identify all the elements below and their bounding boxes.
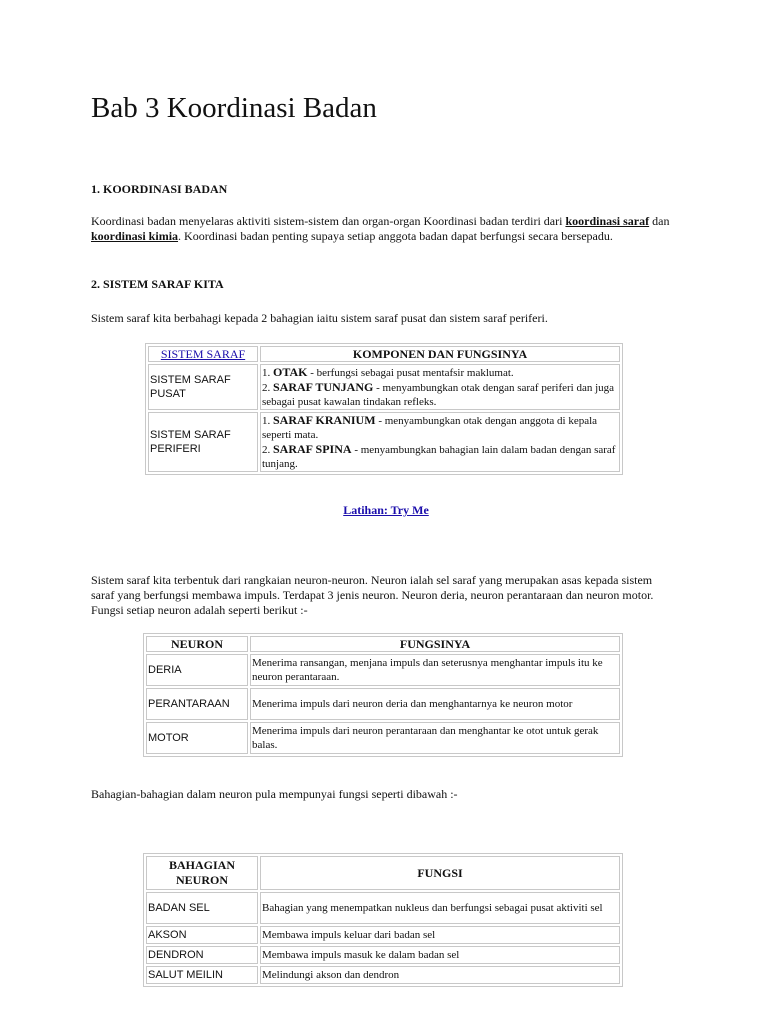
- latihan-link-wrap: [91, 503, 681, 518]
- part-desc: Melindungi akson dan dendron: [260, 966, 620, 984]
- section1-text2: dan: [649, 214, 670, 228]
- sistem-saraf-link[interactable]: SISTEM SARAF: [160, 347, 246, 361]
- row-components-pusat: [260, 364, 620, 410]
- part-name: BADAN SEL: [146, 892, 258, 924]
- neuron-desc: Menerima ransangan, menjana impuls dan seterusnya menghantar impuls itu ke neuron perantaraan.: [250, 654, 620, 686]
- item-name-saraf-spina: SARAF SPINA: [273, 442, 352, 456]
- table-header-row: [148, 346, 620, 362]
- neuron-table: [143, 633, 623, 757]
- item-name-otak: OTAK: [273, 365, 308, 379]
- header-neuron: NEURON: [146, 636, 248, 652]
- part-name: DENDRON: [146, 946, 258, 964]
- table-header-row: [146, 636, 620, 652]
- row-system-pusat: SISTEM SARAF PUSAT: [148, 364, 258, 410]
- table-row: [146, 722, 620, 754]
- section1-text1: Koordinasi badan menyelaras aktiviti sistem-sistem dan organ-organ Koordinasi badan terdiri dari: [91, 214, 566, 228]
- row-components-periferi: [260, 412, 620, 472]
- table-row: [146, 892, 620, 924]
- table-row: [146, 926, 620, 944]
- term-koordinasi-kimia: koordinasi kimia: [91, 229, 179, 243]
- neuron-intro-paragraph: Sistem saraf kita terbentuk dari rangkaian neuron-neuron. Neuron ialah sel saraf yang merupakan asas kepada sistem saraf yang berfungsi membawa impuls. Terdapat 3 jenis neuron. Neuron deria, neuron perantaraan dan neuron motor. Fungsi setiap neuron adalah seperti berikut :-: [91, 573, 654, 617]
- table-row: [146, 654, 620, 686]
- header-komponen: KOMPONEN DAN FUNGSINYA: [260, 346, 620, 362]
- bahagian-neuron-table: [143, 853, 623, 987]
- section2-intro: Sistem saraf kita berbahagi kepada 2 bahagian iaitu sistem saraf pusat dan sistem saraf periferi.: [91, 311, 548, 325]
- term-koordinasi-saraf: koordinasi saraf: [565, 214, 650, 228]
- row-system-periferi: SISTEM SARAF PERIFERI: [148, 412, 258, 472]
- latihan-try-me-link[interactable]: Latihan: Try Me: [343, 503, 429, 517]
- table-row: [146, 946, 620, 964]
- neuron-desc: Menerima impuls dari neuron perantaraan dan menghantar ke otot untuk gerak balas.: [250, 722, 620, 754]
- table-row: [146, 688, 620, 720]
- item-number: 2.: [262, 444, 273, 456]
- part-name: SALUT MEILIN: [146, 966, 258, 984]
- section1-text3: . Koordinasi badan penting supaya setiap anggota badan dapat berfungsi secara bersepadu.: [178, 229, 613, 243]
- part-desc: Membawa impuls keluar dari badan sel: [260, 926, 620, 944]
- item-desc: - menyambungkan bahagian lain dalam badan dengan saraf tunjang.: [262, 444, 616, 470]
- header-fungsinya: FUNGSINYA: [250, 636, 620, 652]
- item-desc: - berfungsi sebagai pusat mentafsir maklumat.: [307, 367, 514, 379]
- neuron-name: MOTOR: [146, 722, 248, 754]
- sistem-saraf-table: [145, 343, 623, 475]
- part-name: AKSON: [146, 926, 258, 944]
- header-sistem-saraf[interactable]: [148, 346, 258, 362]
- header-fungsi: FUNGSI: [260, 856, 620, 890]
- section1-paragraph: [91, 214, 673, 244]
- section1-heading: 1. KOORDINASI BADAN: [91, 182, 228, 196]
- table-row: [148, 364, 620, 410]
- section2-heading: 2. SISTEM SARAF KITA: [91, 277, 224, 291]
- neuron-name: PERANTARAAN: [146, 688, 248, 720]
- item-number: 2.: [262, 382, 273, 394]
- neuron-name: DERIA: [146, 654, 248, 686]
- item-desc: - menyambungkan otak dengan saraf periferi dan juga sebagai pusat kawalan tindakan refleks.: [262, 382, 615, 408]
- item-number: 1.: [262, 415, 273, 427]
- parts-intro-paragraph: Bahagian-bahagian dalam neuron pula mempunyai fungsi seperti dibawah :-: [91, 787, 458, 801]
- part-desc: Bahagian yang menempatkan nukleus dan berfungsi sebagai pusat aktiviti sel: [260, 892, 620, 924]
- neuron-desc: Menerima impuls dari neuron deria dan menghantarnya ke neuron motor: [250, 688, 620, 720]
- item-name-saraf-tunjang: SARAF TUNJANG: [273, 380, 374, 394]
- header-bahagian-neuron: BAHAGIAN NEURON: [146, 856, 258, 890]
- item-number: 1.: [262, 367, 273, 379]
- table-row: [148, 412, 620, 472]
- table-row: [146, 966, 620, 984]
- page-title: Bab 3 Koordinasi Badan: [91, 92, 377, 124]
- table-header-row: [146, 856, 620, 890]
- part-desc: Membawa impuls masuk ke dalam badan sel: [260, 946, 620, 964]
- item-name-saraf-kranium: SARAF KRANIUM: [273, 413, 376, 427]
- item-desc: - menyambungkan otak dengan anggota di kepala seperti mata.: [262, 415, 598, 441]
